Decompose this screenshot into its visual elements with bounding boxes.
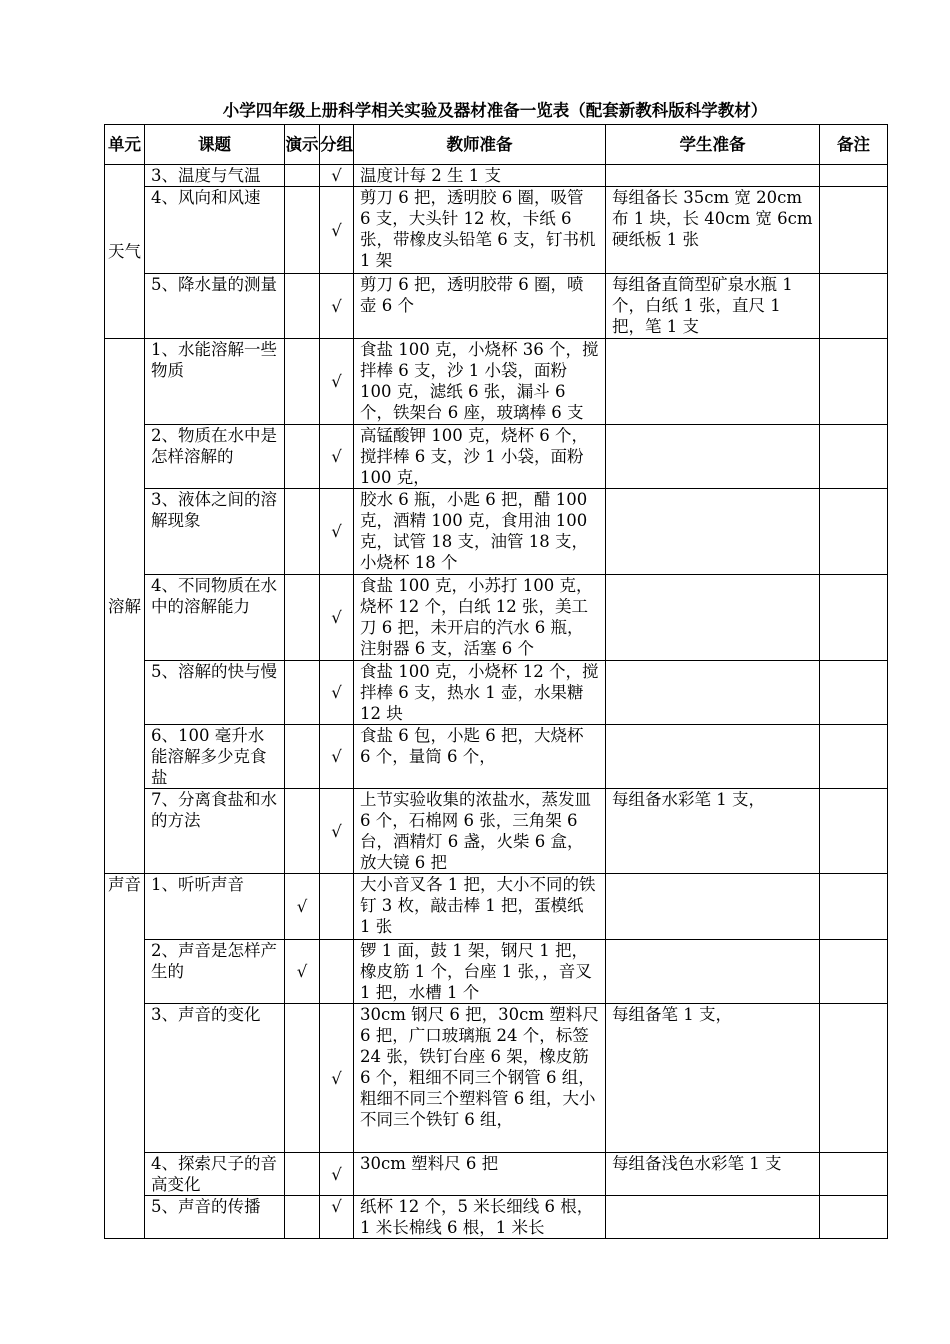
header-group: 分组 — [320, 125, 354, 165]
group-cell: √ — [320, 339, 354, 425]
teacher-cell: 食盐 100 克，小烧杯 12 个，搅拌棒 6 支，热水 1 壶，水果糖 12 块 — [354, 661, 606, 725]
header-demo: 演示 — [285, 125, 320, 165]
lesson-cell: 3、液体之间的溶解现象 — [145, 489, 285, 575]
unit-cell-weather: 天气 — [105, 165, 145, 339]
demo-cell — [285, 489, 320, 575]
teacher-cell: 剪刀 6 把，透明胶带 6 圈，喷壶 6 个 — [354, 274, 606, 339]
demo-cell — [285, 1196, 320, 1239]
note-cell — [820, 789, 888, 874]
student-cell — [606, 940, 820, 1004]
demo-cell: √ — [285, 874, 320, 940]
note-cell — [820, 575, 888, 661]
lesson-cell: 5、声音的传播 — [145, 1196, 285, 1239]
note-cell — [820, 725, 888, 789]
note-cell — [820, 274, 888, 339]
table-row — [105, 725, 888, 789]
demo-cell — [285, 789, 320, 874]
table-row — [105, 789, 888, 874]
table-row — [105, 661, 888, 725]
teacher-cell: 食盐 6 包，小匙 6 把，大烧杯 6 个，量筒 6 个， — [354, 725, 606, 789]
table-row — [105, 425, 888, 489]
group-cell: √ — [320, 274, 354, 339]
lesson-cell: 3、温度与气温 — [145, 165, 285, 187]
header-lesson: 课题 — [145, 125, 285, 165]
group-cell — [320, 940, 354, 1004]
note-cell — [820, 1153, 888, 1196]
note-cell — [820, 339, 888, 425]
lesson-cell: 1、水能溶解一些物质 — [145, 339, 285, 425]
lesson-cell: 7、分离食盐和水的方法 — [145, 789, 285, 874]
teacher-cell: 纸杯 12 个，5 米长细线 6 根，1 米长棉线 6 根，1 米长 — [354, 1196, 606, 1239]
demo-cell — [285, 1004, 320, 1153]
lesson-cell: 5、降水量的测量 — [145, 274, 285, 339]
student-cell — [606, 425, 820, 489]
student-cell — [606, 1196, 820, 1239]
student-cell — [606, 661, 820, 725]
note-cell — [820, 187, 888, 274]
header-teacher: 教师准备 — [354, 125, 606, 165]
teacher-cell: 上节实验收集的浓盐水，蒸发皿 6 个，石棉网 6 张，三角架 6 台，酒精灯 6 盏，火柴 6 盒，放大镜 6 把 — [354, 789, 606, 874]
unit-cell-dissolving: 溶解 — [105, 339, 145, 874]
lesson-cell: 5、溶解的快与慢 — [145, 661, 285, 725]
header-note: 备注 — [820, 125, 888, 165]
table-row — [105, 575, 888, 661]
student-cell — [606, 874, 820, 940]
table-row — [105, 1004, 888, 1153]
demo-cell — [285, 1153, 320, 1196]
header-row — [105, 125, 888, 165]
table-row — [105, 489, 888, 575]
student-cell: 每组备直筒型矿泉水瓶 1 个，白纸 1 张，直尺 1 把，笔 1 支 — [606, 274, 820, 339]
group-cell: √ — [320, 575, 354, 661]
header-unit: 单元 — [105, 125, 145, 165]
demo-cell — [285, 187, 320, 274]
table-row — [105, 874, 888, 940]
table-row — [105, 339, 888, 425]
lesson-cell: 1、听听声音 — [145, 874, 285, 940]
teacher-cell: 食盐 100 克，小烧杯 36 个，搅拌棒 6 支，沙 1 小袋，面粉 100 克，滤纸 6 张，漏斗 6 个，铁架台 6 座，玻璃棒 6 支 — [354, 339, 606, 425]
student-cell — [606, 165, 820, 187]
note-cell — [820, 425, 888, 489]
demo-cell — [285, 274, 320, 339]
lesson-cell: 4、不同物质在水中的溶解能力 — [145, 575, 285, 661]
demo-cell — [285, 661, 320, 725]
lesson-cell: 4、风向和风速 — [145, 187, 285, 274]
student-cell: 每组备浅色水彩笔 1 支 — [606, 1153, 820, 1196]
student-cell — [606, 339, 820, 425]
group-cell: √ — [320, 1004, 354, 1153]
demo-cell — [285, 425, 320, 489]
note-cell — [820, 489, 888, 575]
demo-cell — [285, 339, 320, 425]
student-cell: 每组备笔 1 支， — [606, 1004, 820, 1153]
note-cell — [820, 940, 888, 1004]
teacher-cell: 30cm 钢尺 6 把，30cm 塑料尺 6 把，广口玻璃瓶 24 个，标签 24 张，铁钉台座 6 架，橡皮筋 6 个，粗细不同三个钢管 6 组，粗细不同三个塑料管 6 组，大小不同三个铁钉 6 组， — [354, 1004, 606, 1153]
equipment-table — [104, 124, 888, 1239]
header-student: 学生准备 — [606, 125, 820, 165]
teacher-cell: 大小音叉各 1 把，大小不同的铁钉 3 枚，敲击棒 1 把，蛋模纸 1 张 — [354, 874, 606, 940]
student-cell: 每组备长 35cm 宽 20cm 布 1 块，长 40cm 宽 6cm 硬纸板 1 张 — [606, 187, 820, 274]
note-cell — [820, 1196, 888, 1239]
teacher-cell: 高锰酸钾 100 克，烧杯 6 个，搅拌棒 6 支，沙 1 小袋，面粉 100 克， — [354, 425, 606, 489]
note-cell — [820, 165, 888, 187]
table-row — [105, 940, 888, 1004]
demo-cell — [285, 165, 320, 187]
lesson-cell: 2、声音是怎样产生的 — [145, 940, 285, 1004]
group-cell: √ — [320, 187, 354, 274]
group-cell: √ — [320, 489, 354, 575]
unit-cell-sound: 声音 — [105, 874, 145, 1239]
teacher-cell: 锣 1 面，鼓 1 架，钢尺 1 把，橡皮筋 1 个，台座 1 张，，音叉 1 把，水槽 1 个 — [354, 940, 606, 1004]
document-title: 小学四年级上册科学相关实验及器材准备一览表（配套新教科版科学教材） — [222, 101, 768, 120]
student-cell — [606, 575, 820, 661]
group-cell — [320, 874, 354, 940]
table-row — [105, 274, 888, 339]
student-cell: 每组备水彩笔 1 支， — [606, 789, 820, 874]
group-cell: √ — [320, 789, 354, 874]
demo-cell — [285, 575, 320, 661]
teacher-cell: 温度计每 2 生 1 支 — [354, 165, 606, 187]
lesson-cell: 3、声音的变化 — [145, 1004, 285, 1153]
group-cell: √ — [320, 165, 354, 187]
note-cell — [820, 1004, 888, 1153]
lesson-cell: 2、物质在水中是怎样溶解的 — [145, 425, 285, 489]
group-cell: √ — [320, 661, 354, 725]
lesson-cell: 4、探索尺子的音高变化 — [145, 1153, 285, 1196]
teacher-cell: 食盐 100 克，小苏打 100 克，烧杯 12 个，白纸 12 张，美工刀 6 把，未开启的汽水 6 瓶，注射器 6 支，活塞 6 个 — [354, 575, 606, 661]
table-row — [105, 1196, 888, 1239]
group-cell: √ — [320, 1153, 354, 1196]
student-cell — [606, 725, 820, 789]
teacher-cell: 胶水 6 瓶，小匙 6 把，醋 100 克，酒精 100 克，食用油 100 克，试管 18 支，油管 18 支，小烧杯 18 个 — [354, 489, 606, 575]
student-cell — [606, 489, 820, 575]
note-cell — [820, 874, 888, 940]
table-row — [105, 1153, 888, 1196]
demo-cell: √ — [285, 940, 320, 1004]
group-cell: √ — [320, 725, 354, 789]
table-row — [105, 187, 888, 274]
demo-cell — [285, 725, 320, 789]
group-cell: √ — [320, 1196, 354, 1239]
teacher-cell: 剪刀 6 把，透明胶 6 圈，吸管 6 支，大头针 12 枚，卡纸 6 张，带橡皮头铅笔 6 支，钉书机 1 架 — [354, 187, 606, 274]
note-cell — [820, 661, 888, 725]
table-row — [105, 165, 888, 187]
teacher-cell: 30cm 塑料尺 6 把 — [354, 1153, 606, 1196]
group-cell: √ — [320, 425, 354, 489]
lesson-cell: 6、100 毫升水能溶解多少克食盐 — [145, 725, 285, 789]
